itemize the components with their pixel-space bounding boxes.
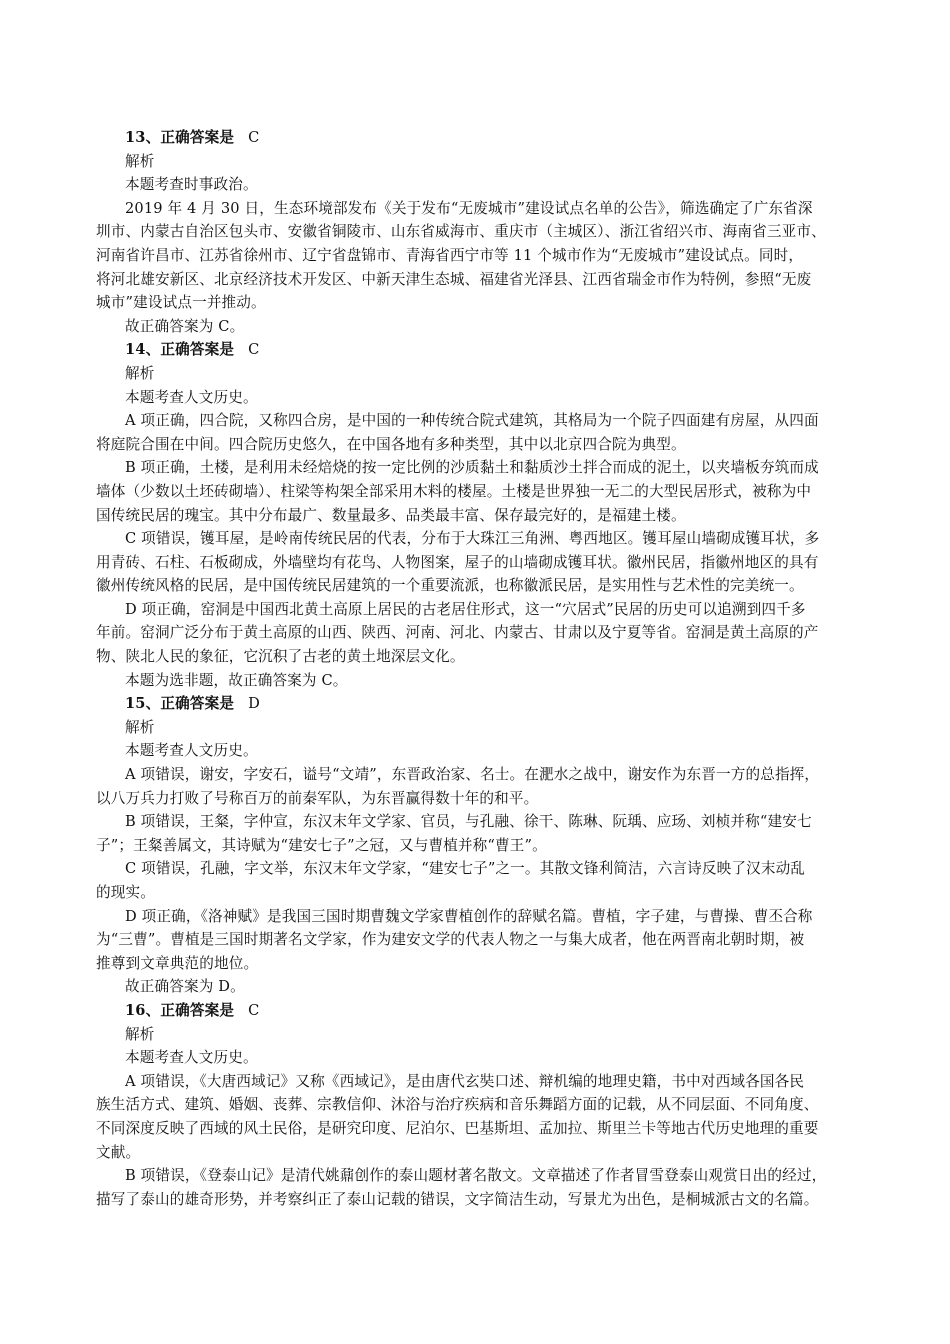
explanation-line: C 项错误，孔融，字文举，东汉末年文学家，“建安七子”之一。其散文锋利简洁，六言诗反映了汉末动乱 [125,860,806,878]
explanation-line: D 项正确，窑洞是中国西北黄土高原上居民的古老居住形式，这一“穴居式”民居的历史可以追溯到四千多 [125,600,806,618]
answer-label: 正确答案是 [160,341,235,359]
explanation-line: 解析 [125,718,155,736]
explanation-line: 徽州传统风格的民居，是中国传统民居建筑的一个重要流派，也称徽派民居，是实用性与艺术性的完美统一。 [96,577,804,595]
question-number: 14、 [125,341,161,359]
explanation-line: 圳市、内蒙古自治区包头市、安徽省铜陵市、山东省威海市、重庆市（主城区）、浙江省绍兴市、海南省三亚市、 [96,223,826,241]
explanation-line: 推尊到文章典范的地位。 [96,954,259,972]
explanation-line: 文献。 [96,1143,141,1161]
explanation-line: B 项错误，王粲，字仲宣，东汉末年文学家、官员，与孔融、徐干、陈琳、阮瑀、应玚、刘桢并称“建安七 [125,813,812,831]
answer-label: 正确答案是 [160,1001,235,1019]
explanation-line: 河南省许昌市、江苏省徐州市、辽宁省盘锦市、青海省西宁市等 11 个城市作为“无废城市”建设试点。同时， [96,246,804,264]
question-number: 15、 [125,695,161,713]
answer-letter: C [248,341,260,359]
explanation-line: 用青砖、石柱、石板砌成，外墙壁均有花鸟、人物图案，屋子的山墙砌成镬耳状。徽州民居，指徽州地区的具有 [96,553,819,571]
question-number: 16、 [125,1001,161,1019]
explanation-line: 物、陕北人民的象征，它沉积了古老的黄土地深层文化。 [96,648,465,666]
answer-letter: D [248,695,260,713]
question-answer-heading [96,999,884,1023]
explanation-line: 故正确答案为 C。 [125,317,245,335]
explanation-line: 解析 [125,364,155,382]
explanation-line: 的现实。 [96,884,155,901]
question-answer-heading [96,692,884,716]
explanation-line: A 项错误，《大唐西域记》又称《西域记》，是由唐代玄奘口述、辩机编的地理史籍，书中对西域各国各民 [125,1072,805,1090]
explanation-line: C 项错误，镬耳屋，是岭南传统民居的代表，分布于大珠江三角洲、粤西地区。镬耳屋山墙砌成镬耳状，多 [125,530,820,548]
explanation-line: 为“三曹”。曹植是三国时期著名文学家，作为建安文学的代表人物之一与集大成者，他在两晋南北朝时期，被 [96,931,805,949]
explanation-line: 子”；王粲善属文，其诗赋为“建安七子”之冠，又与曹植并称“曹王”。 [96,836,547,854]
explanation-line: 解析 [125,152,155,170]
explanation-line: 本题考查人文历史。 [125,388,258,406]
explanation-line: 本题考查时事政治。 [125,176,258,194]
answer-letter: C [248,129,260,146]
explanation-line: 族生活方式、建筑、婚姻、丧葬、宗教信仰、沐浴与治疗疾病和音乐舞蹈方面的记载，从不同层面、不同角度、 [96,1096,819,1114]
explanation-line: 墙体（少数以土坯砖砌墙）、柱梁等构架全部采用木料的楼屋。土楼是世界独一无二的大型民居形式，被称为中 [96,482,812,500]
answer-explanations [96,126,884,1211]
answer-label: 正确答案是 [160,129,235,146]
explanation-line: 描写了泰山的雄奇形势，并考察纠正了泰山记载的错误，文字简洁生动，写景尤为出色，是桐城派古文的名篇。 [96,1190,819,1208]
question-number: 13、 [125,129,161,146]
explanation-line: 解析 [125,1025,155,1043]
answer-letter: C [248,1001,260,1019]
explanation-line: A 项错误，谢安，字安石，谥号“文靖”，东晋政治家、名士。在淝水之战中，谢安作为东晋一方的总指挥， [125,766,820,784]
explanation-line: D 项正确，《洛神赋》是我国三国时期曹魏文学家曹植创作的辞赋名篇。曹植，字子建，与曹操、曹丕合称 [125,907,813,925]
explanation-line: 将庭院合围在中间。四合院历史悠久，在中国各地有多种类型，其中以北京四合院为典型。 [96,435,686,453]
question-answer-heading [96,338,884,362]
explanation-line: 以八万兵力打败了号称百万的前秦军队，为东晋赢得数十年的和平。 [96,789,539,807]
explanation-line: 不同深度反映了西域的风土民俗，是研究印度、尼泊尔、巴基斯坦、孟加拉、斯里兰卡等地古代历史地理的重要 [96,1119,819,1137]
explanation-line: B 项正确，土楼，是利用未经焙烧的按一定比例的沙质黏土和黏质沙土拌合而成的泥土，以夹墙板夯筑而成 [125,459,819,477]
explanation-line: 城市”建设试点一并推动。 [96,294,266,312]
explanation-line: 本题考查人文历史。 [125,742,258,760]
explanation-line: 国传统民居的瑰宝。其中分布最广、数量最多、品类最丰富、保存最完好的，是福建土楼。 [96,506,686,524]
explanation-line: A 项正确，四合院，又称四合房，是中国的一种传统合院式建筑，其格局为一个院子四面建有房屋，从四面 [125,412,819,430]
explanation-line: 故正确答案为 D。 [125,978,245,996]
question-answer-heading [96,126,884,150]
explanation-line: 将河北雄安新区、北京经济技术开发区、中新天津生态城、福建省光泽县、江西省瑞金市作为特例，参照“无废 [96,270,812,288]
explanation-line: 本题为选非题，故正确答案为 C。 [125,671,348,689]
explanation-line: 年前。窑洞广泛分布于黄土高原的山西、陕西、河南、河北、内蒙古、甘肃以及宁夏等省。窑洞是黄土高原的产 [96,624,819,642]
explanation-line: B 项错误，《登泰山记》是清代姚鼐创作的泰山题材著名散文。文章描述了作者冒雪登泰山观赏日出的经过， [125,1167,827,1185]
explanation-line: 本题考查人文历史。 [125,1049,258,1067]
explanation-line: 2019 年 4 月 30 日，生态环境部发布《关于发布“无废城市”建设试点名单的公告》，筛选确定了广东省深 [125,199,813,217]
answer-label: 正确答案是 [160,695,235,713]
